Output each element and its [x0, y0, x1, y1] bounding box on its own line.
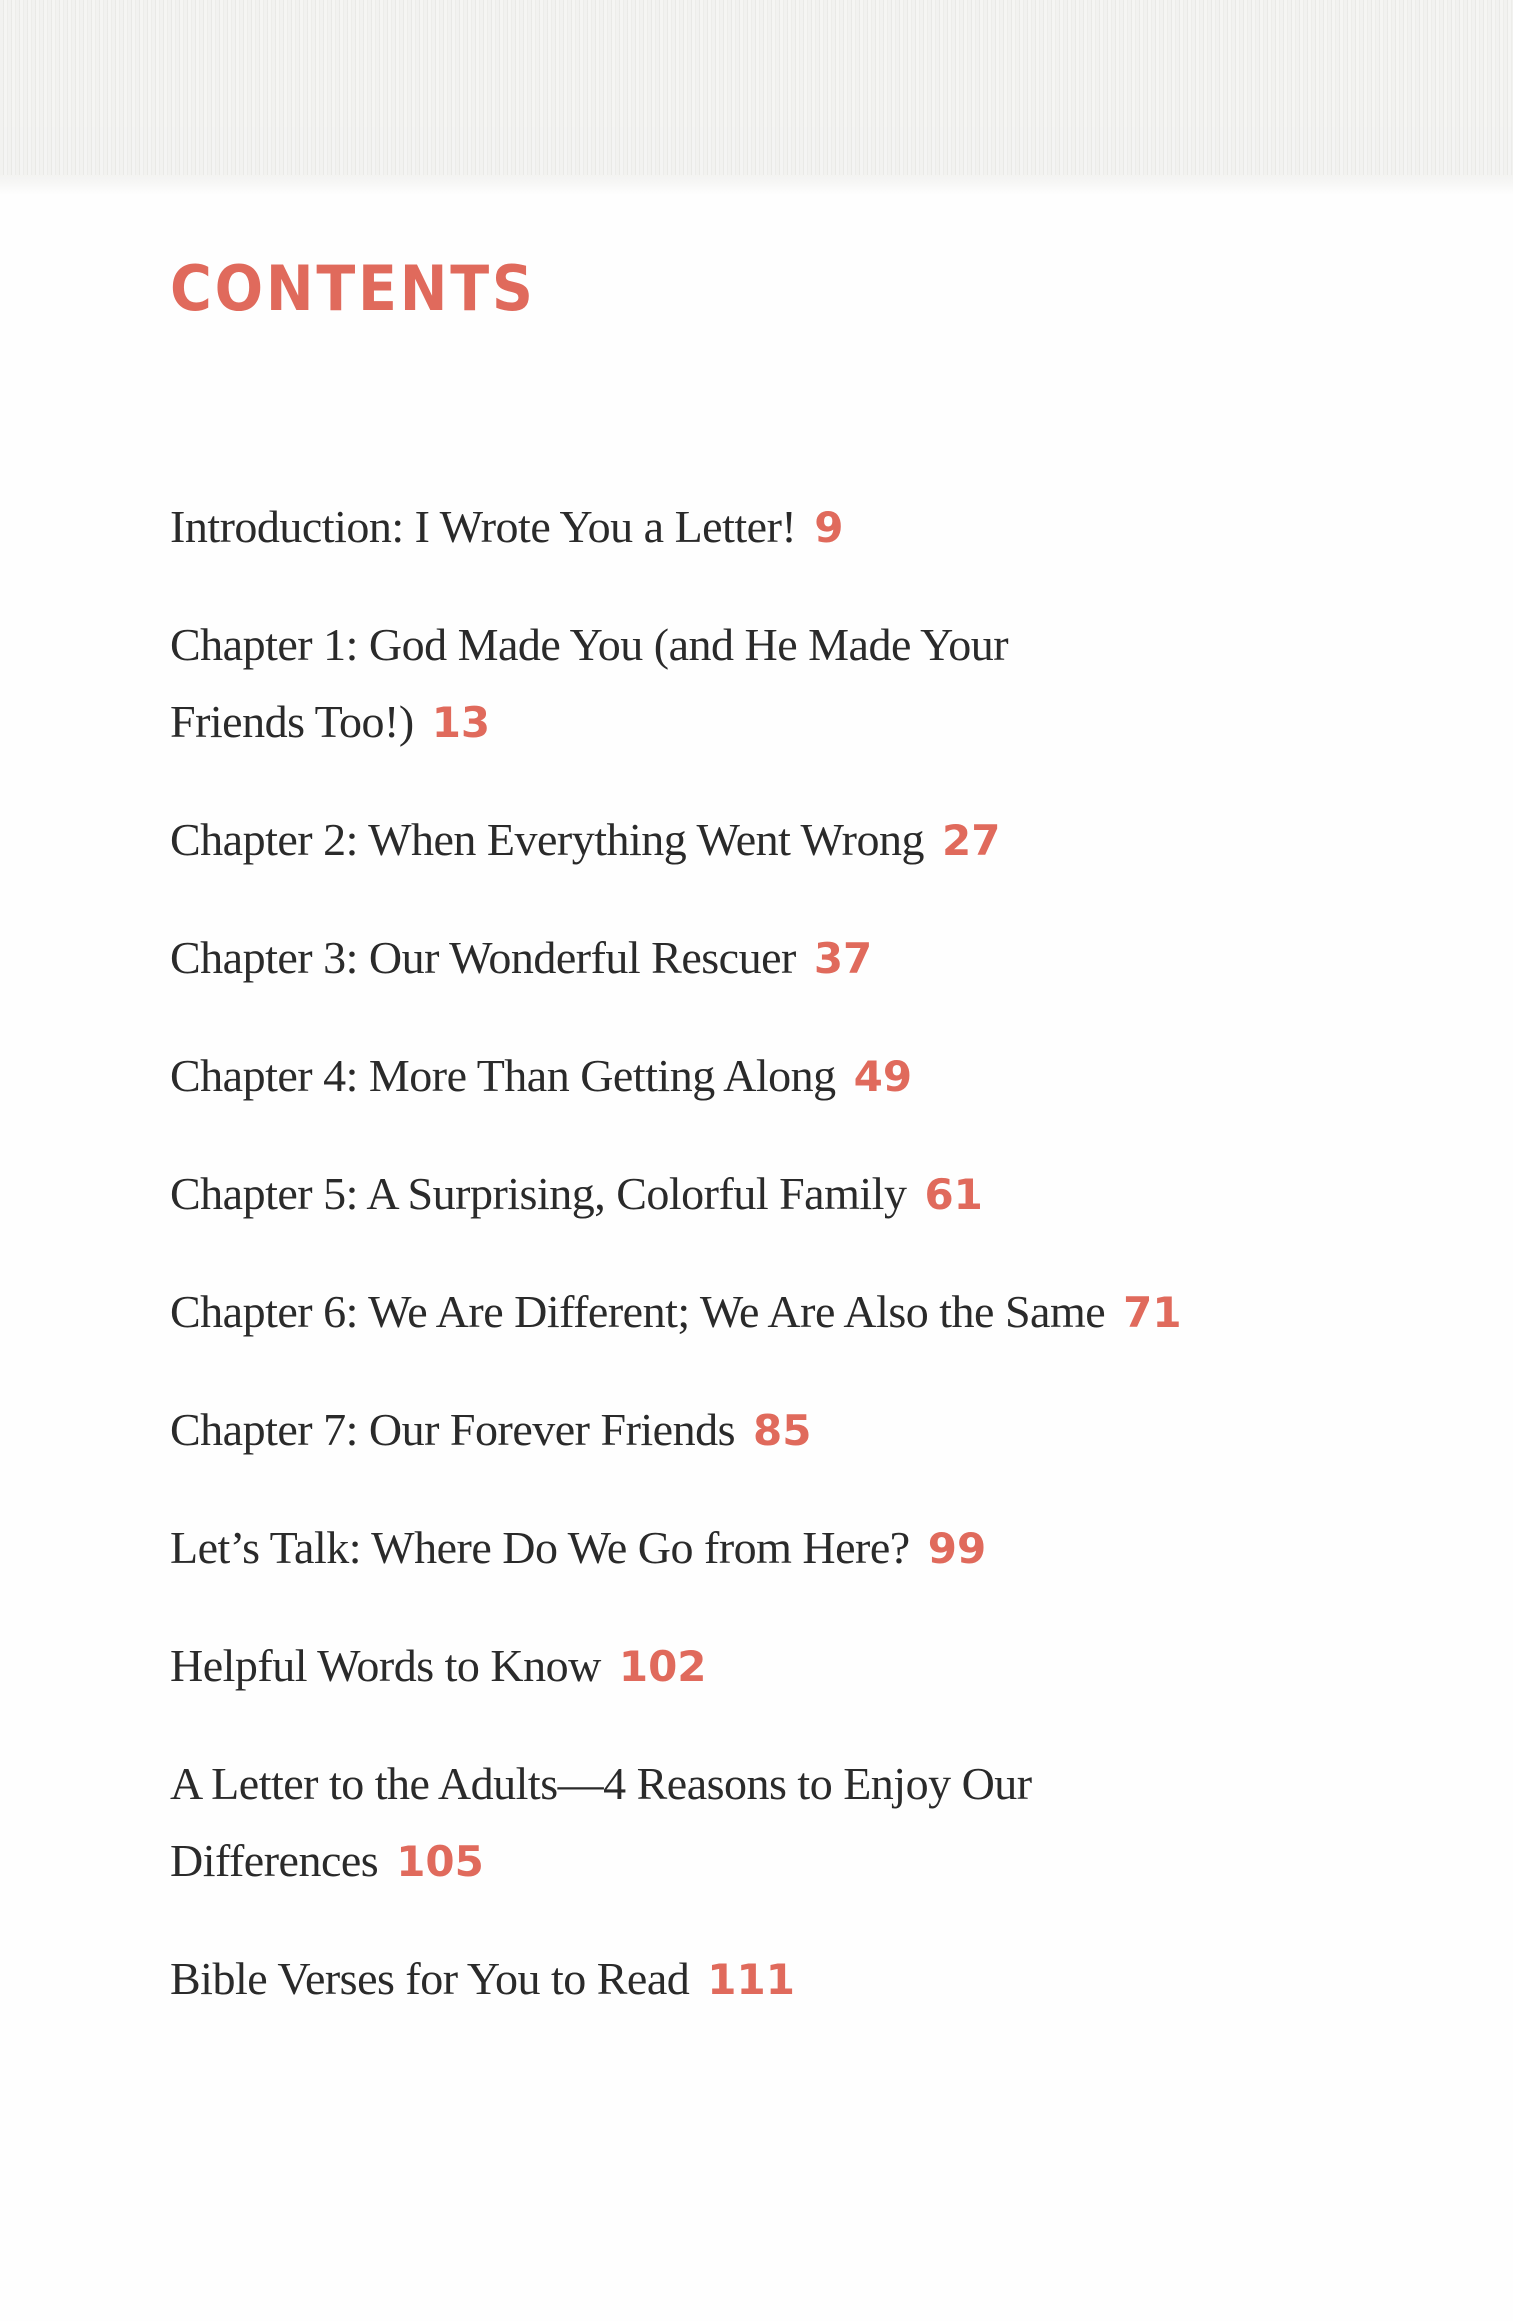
toc-entry-page: 111	[707, 1955, 795, 2004]
toc-entry[interactable]	[170, 1509, 1320, 1587]
toc-entry-title: Bible Verses for You to Read	[170, 1953, 690, 2004]
toc-entry[interactable]	[170, 919, 1320, 997]
toc-entry-page: 85	[753, 1406, 812, 1455]
toc-entry[interactable]	[170, 1940, 1320, 2018]
toc-entry-page: 13	[431, 698, 491, 747]
toc-entry[interactable]	[170, 1627, 1320, 1705]
table-of-contents	[170, 488, 1320, 2058]
toc-entry[interactable]	[170, 1273, 1320, 1351]
toc-entry-title: A Letter to the Adults—4 Reasons to Enjoy Our Differences	[170, 1758, 1032, 1886]
toc-entry-title: Chapter 5: A Surprising, Colorful Family	[170, 1168, 907, 1219]
toc-entry-title: Chapter 3: Our Wonderful Rescuer	[170, 932, 796, 983]
toc-entry-page: 61	[924, 1170, 983, 1219]
toc-entry-page: 27	[941, 816, 1001, 865]
toc-entry-page: 105	[396, 1837, 484, 1886]
contents-heading: CONTENTS	[170, 252, 536, 325]
toc-entry-page: 102	[618, 1642, 707, 1691]
toc-entry-title: Chapter 4: More Than Getting Along	[170, 1050, 836, 1101]
toc-entry-page: 9	[814, 503, 844, 552]
toc-entry-page: 49	[853, 1052, 913, 1101]
toc-entry-title: Introduction: I Wrote You a Letter!	[170, 501, 797, 552]
toc-entry-title: Chapter 7: Our Forever Friends	[170, 1404, 735, 1455]
toc-entry-title: Helpful Words to Know	[170, 1640, 601, 1691]
toc-entry-title: Let’s Talk: Where Do We Go from Here?	[170, 1522, 910, 1573]
toc-entry[interactable]	[170, 606, 1130, 761]
paper-texture-band	[0, 0, 1513, 175]
toc-entry-title: Chapter 2: When Everything Went Wrong	[170, 814, 924, 865]
toc-entry[interactable]	[170, 1155, 1320, 1233]
toc-entry-page: 99	[927, 1524, 987, 1573]
toc-entry-title: Chapter 6: We Are Different; We Are Also the Same	[170, 1286, 1106, 1337]
toc-entry[interactable]	[170, 1391, 1320, 1469]
toc-entry-title: Chapter 1: God Made You (and He Made Your Friends Too!)	[170, 619, 1009, 747]
toc-entry-page: 71	[1123, 1288, 1182, 1337]
toc-entry[interactable]	[170, 488, 1320, 566]
toc-entry[interactable]	[170, 1745, 1170, 1900]
toc-entry[interactable]	[170, 801, 1320, 879]
toc-entry-page: 37	[813, 934, 873, 983]
toc-entry[interactable]	[170, 1037, 1320, 1115]
